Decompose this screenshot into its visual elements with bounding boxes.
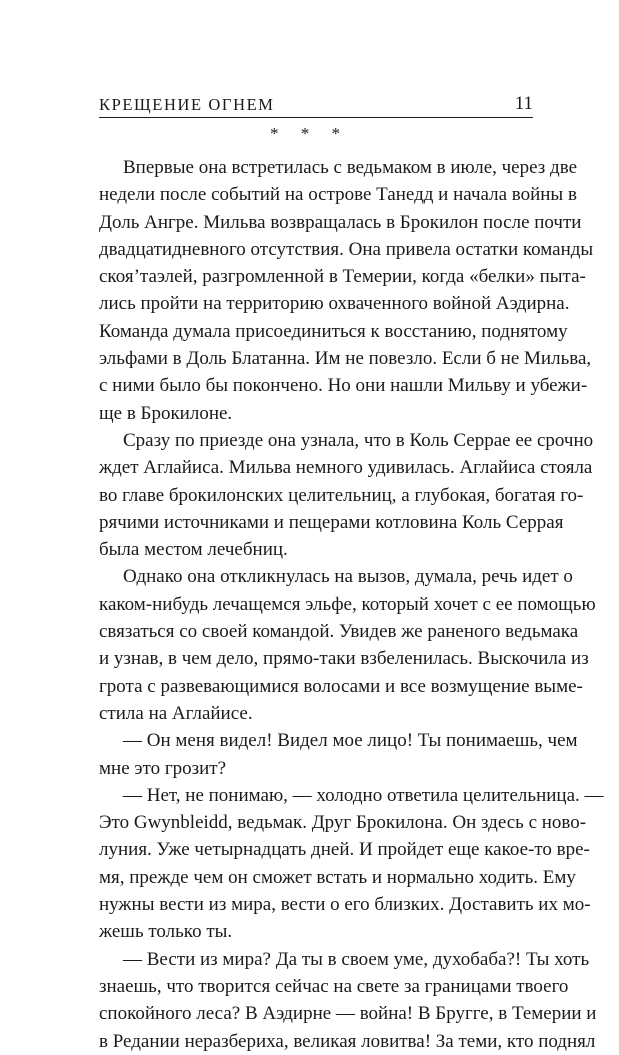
text-line: Сразу по приезде она узнала, что в Коль Серрае ее срочно — [123, 429, 594, 451]
text-line: ще в Брокилоне. — [99, 402, 233, 424]
text-line: Команда думала присоединиться к восстанию, поднятому — [99, 320, 568, 342]
text-line: стила на Аглайисе. — [99, 702, 253, 724]
text-line: с ними было бы покончено. Но они нашли Мильву и убежи- — [99, 375, 588, 397]
text-line: была местом лечебниц. — [99, 539, 288, 561]
text-line: Впервые она встретилась с ведьмаком в июле, через две — [123, 157, 577, 178]
paragraph — [99, 727, 578, 782]
text-line: спокойного леса? В Аэдирне — война! В Бругге, в Темерии и — [99, 1003, 597, 1025]
text-line: в Редании неразбериха, великая ловитва! За теми, кто поднял — [99, 1030, 596, 1052]
text-line: эльфами в Доль Блатанна. Им не повезло. Если б не Мильва, — [99, 348, 592, 370]
text-line: каком-нибудь лечащемся эльфе, который хочет с ее помощью — [99, 593, 596, 615]
text-line: связаться со своей командой. Увидев же раненого ведьмака — [99, 621, 579, 643]
text-line: — Он меня видел! Видел мое лицо! Ты понимаешь, чем — [123, 730, 578, 752]
paragraph — [99, 563, 596, 727]
section-separator: * * * — [270, 124, 349, 143]
text-line: ждет Аглайиса. Мильва немного удивилась. Аглайиса стояла — [99, 457, 593, 479]
text-line: луния. Уже четырнадцать дней. И пройдет еще какое-то вре- — [99, 839, 590, 861]
body-text — [99, 154, 604, 1055]
text-line: скоя’таэлей, разгромленной в Темерии, когда «белки» пыта- — [99, 266, 586, 288]
paragraph — [99, 427, 594, 563]
text-line: жешь только ты. — [99, 921, 233, 943]
text-line: во главе брокилонских целительниц, а глубокая, богатая го- — [99, 484, 584, 506]
text-line: — Вести из мира? Да ты в своем уме, духобаба?! Ты хоть — [123, 948, 590, 970]
text-line: — Нет, не понимаю, — холодно ответила целительница. — — [123, 784, 604, 806]
text-line: рячими источниками и пещерами котловина Коль Серрая — [99, 511, 564, 533]
text-line: мне это грозит? — [99, 757, 227, 779]
paragraph — [99, 782, 604, 946]
paragraph — [99, 946, 597, 1055]
page-number: 11 — [514, 93, 533, 114]
text-line: и узнав, в чем дело, прямо-таки взбеленилась. Выскочила из — [99, 648, 589, 670]
text-line: двадцатидневного отсутствия. Она привела остатки команды — [99, 238, 594, 260]
paragraph — [99, 154, 594, 427]
running-title: КРЕЩЕНИЕ ОГНЕМ — [99, 95, 275, 114]
text-line: знаешь, что творится сейчас на свете за границами твоего — [99, 975, 569, 997]
text-line: лись пройти на территорию охваченного войной Аэдирна. — [99, 293, 570, 315]
running-header — [99, 93, 533, 118]
text-line: недели после событий на острове Танедд и начала войны в — [99, 184, 577, 206]
text-line: грота с развевающимися волосами и все возмущение выме- — [99, 675, 583, 697]
text-line: Доль Ангре. Мильва возвращалась в Брокилон после почти — [99, 211, 582, 233]
text-line: нужны вести из мира, вести о его близких. Доставить их мо- — [99, 894, 591, 916]
text-line: мя, прежде чем он сможет встать и нормально ходить. Ему — [99, 866, 576, 888]
text-line: Это Gwynbleidd, ведьмак. Друг Брокилона. Он здесь с ново- — [99, 812, 587, 834]
text-line: Однако она откликнулась на вызов, думала, речь идет о — [123, 566, 573, 588]
